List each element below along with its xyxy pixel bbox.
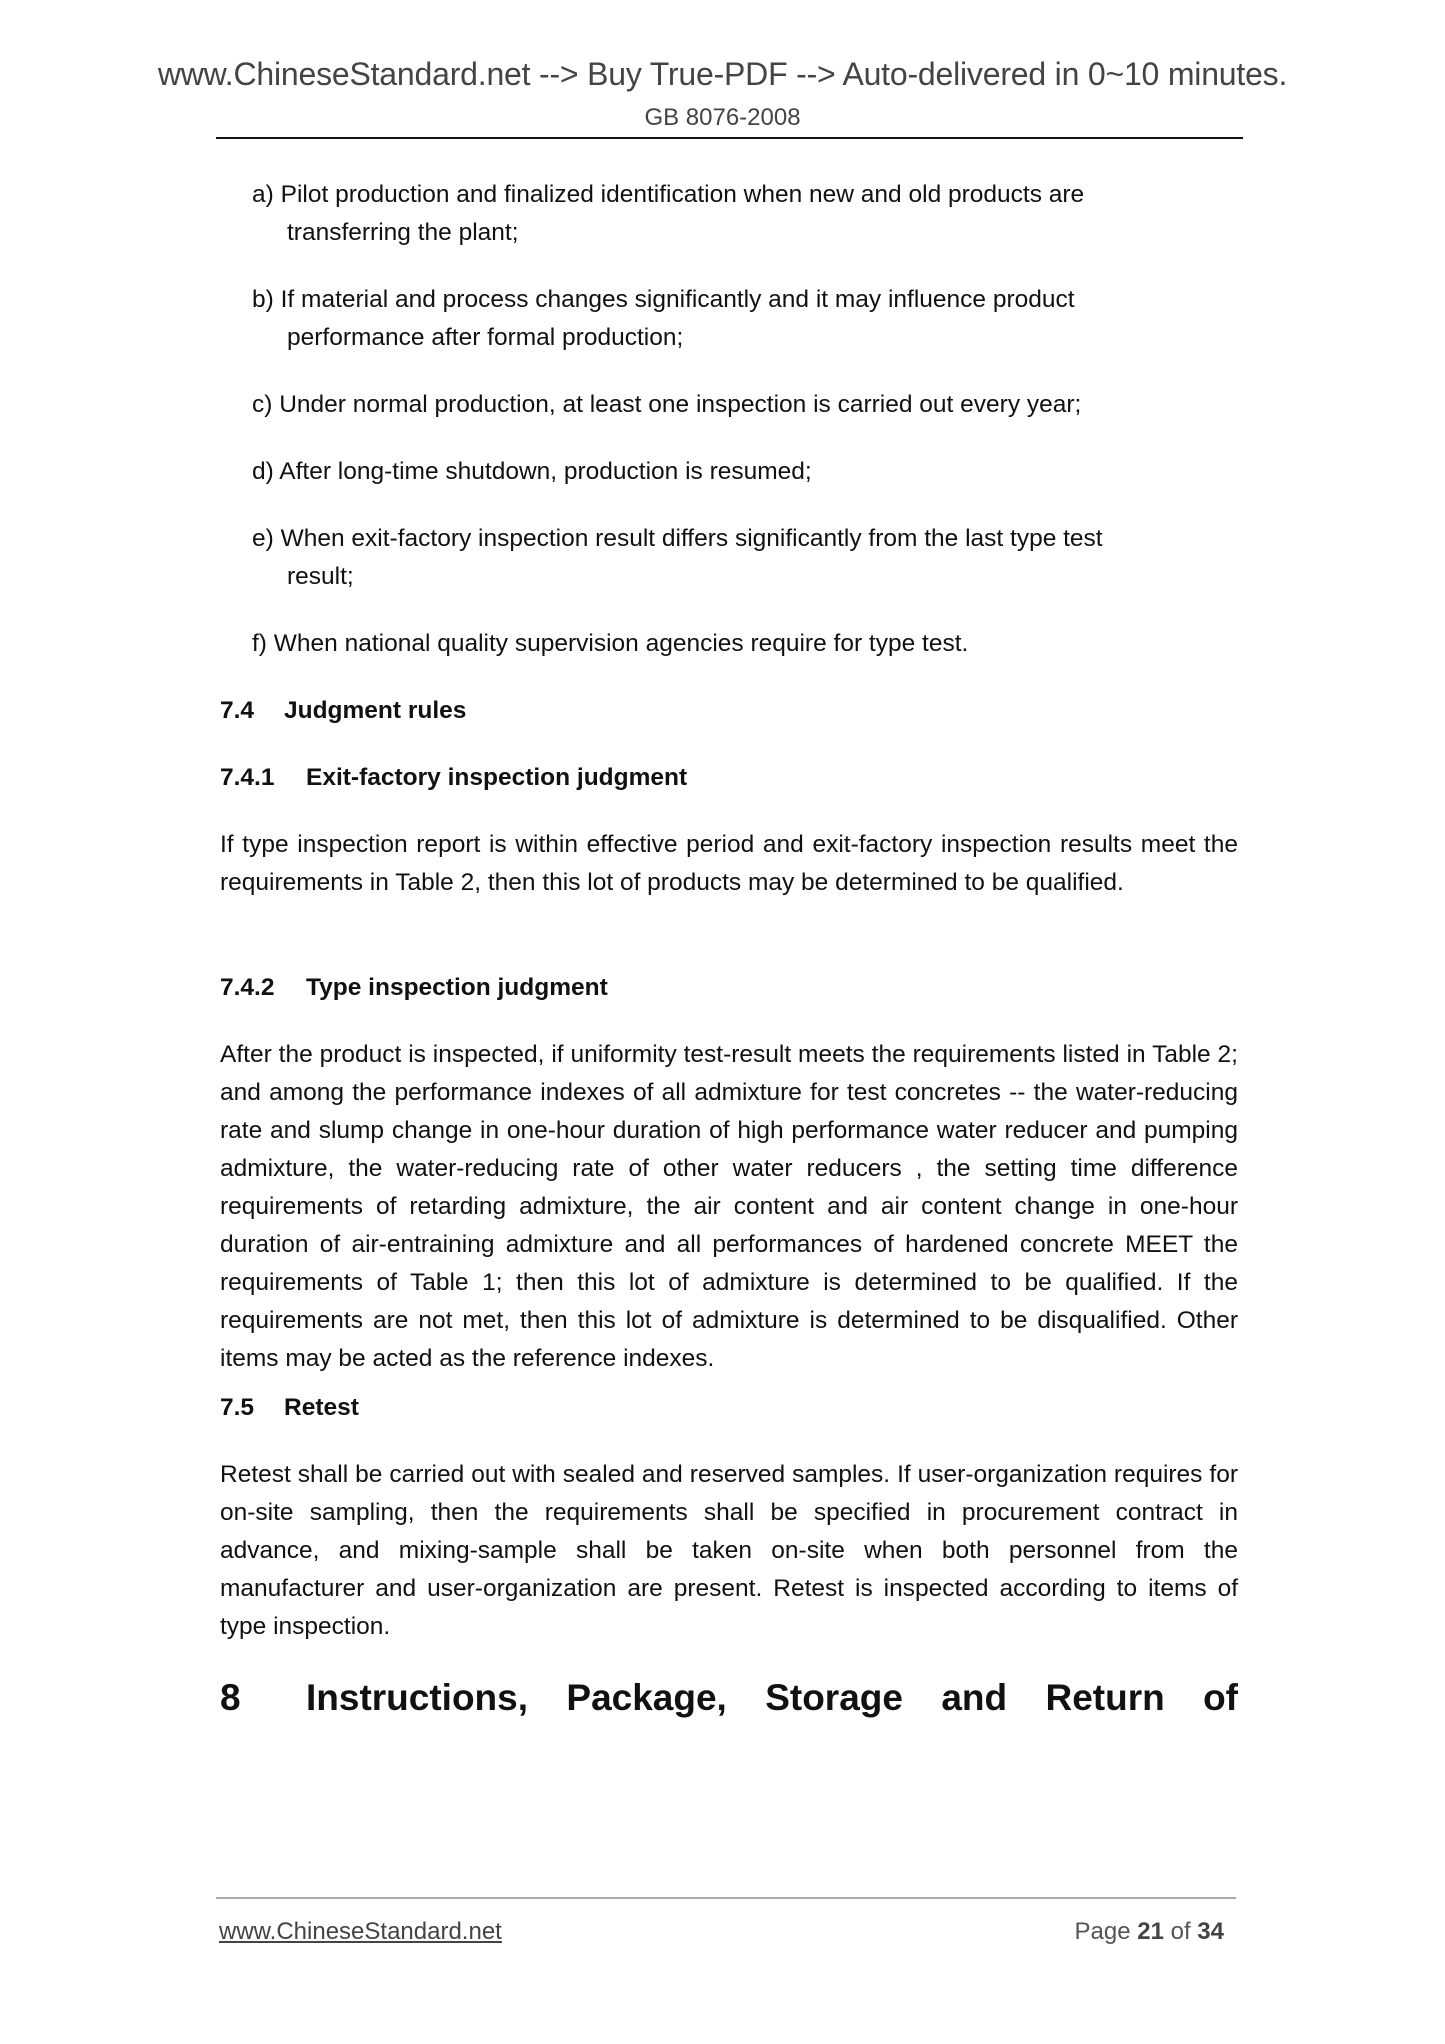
list-item-c bbox=[252, 386, 1238, 424]
page-of-label: of bbox=[1170, 1918, 1191, 1945]
list-text-continued: performance after formal production; bbox=[287, 324, 684, 351]
list-text: Pilot production and finalized identification when new and old products are bbox=[280, 181, 1085, 208]
section-title: Type inspection judgment bbox=[306, 974, 608, 1001]
section-number: 7.4.1 bbox=[220, 764, 275, 791]
section-title: Retest bbox=[284, 1394, 359, 1421]
footer-divider bbox=[216, 1897, 1236, 1899]
list-marker: e) bbox=[252, 525, 274, 552]
section-heading-7-4-2 bbox=[220, 969, 608, 1007]
section-heading-7-4-1 bbox=[220, 759, 687, 797]
footer-website-link[interactable]: www.ChineseStandard.net bbox=[219, 1918, 502, 1945]
paragraph-7-4-2: After the product is inspected, if uniformity test-result meets the requirements listed in Table 2; and among the performance indexes of all admixture for test concretes -- the water-reducing rate and slump change in one-hour duration of high performance water reducer and pumping admixture, the water-reducing rate of other water reducers , the setting time difference requirements of retarding admixture, the air content and air content change in one-hour duration of air-entraining admixture and all performances of hardened concrete MEET the requirements of Table 1; then this lot of admixture is determined to be qualified. If the requirements are not met, then this lot of admixture is determined to be disqualified. Other items may be acted as the reference indexes. bbox=[220, 1041, 1238, 1372]
page-total: 34 bbox=[1197, 1918, 1224, 1945]
list-marker: b) bbox=[252, 286, 274, 313]
section-heading-7-4 bbox=[220, 692, 466, 730]
list-marker: d) bbox=[252, 458, 274, 485]
chapter-number: 8 bbox=[220, 1677, 241, 1718]
chapter-title: Instructions, Package, Storage and Return of bbox=[306, 1677, 1238, 1718]
list-item-a bbox=[252, 176, 1238, 252]
list-item-f bbox=[252, 625, 1238, 663]
list-text: After long-time shutdown, production is resumed; bbox=[279, 458, 812, 485]
page-label: Page bbox=[1074, 1918, 1131, 1945]
list-text: When national quality supervision agencies require for type test. bbox=[273, 630, 969, 657]
standard-code: GB 8076-2008 bbox=[644, 104, 801, 131]
list-text: When exit-factory inspection result differs significantly from the last type test bbox=[280, 525, 1103, 552]
header-divider bbox=[216, 137, 1243, 139]
paragraph-7-4-1: If type inspection report is within effective period and exit-factory inspection results meet the requirements in Table 2, then this lot of products may be determined to be qualified. bbox=[220, 831, 1238, 896]
list-text: Under normal production, at least one inspection is carried out every year; bbox=[279, 391, 1082, 418]
list-text-continued: result; bbox=[287, 563, 354, 590]
list-text-continued: transferring the plant; bbox=[287, 219, 519, 246]
chapter-heading-8 bbox=[220, 1676, 1238, 1720]
section-title: Judgment rules bbox=[284, 697, 467, 724]
list-text: If material and process changes significantly and it may influence product bbox=[280, 286, 1075, 313]
section-number: 7.5 bbox=[220, 1394, 255, 1421]
list-marker: f) bbox=[252, 630, 267, 657]
list-item-b bbox=[252, 281, 1238, 357]
paragraph-7-5: Retest shall be carried out with sealed and reserved samples. If user-organization requires for on-site sampling, then the requirements shall be specified in procurement contract in advance, and mixing-sample shall be taken on-site when both personnel from the manufacturer and user-organization are present. Retest is inspected according to items of type inspection. bbox=[220, 1461, 1238, 1640]
section-title: Exit-factory inspection judgment bbox=[306, 764, 688, 791]
section-number: 7.4 bbox=[220, 697, 255, 724]
list-marker: a) bbox=[252, 181, 274, 208]
list-marker: c) bbox=[252, 391, 273, 418]
section-number: 7.4.2 bbox=[220, 974, 275, 1001]
page-current: 21 bbox=[1137, 1918, 1164, 1945]
list-item-e bbox=[252, 520, 1238, 596]
header-banner: www.ChineseStandard.net --> Buy True-PDF --> Auto-delivered in 0~10 minutes. bbox=[157, 56, 1288, 92]
list-item-d bbox=[252, 453, 1238, 491]
section-heading-7-5 bbox=[220, 1389, 359, 1427]
page-indicator bbox=[1075, 1918, 1225, 1946]
